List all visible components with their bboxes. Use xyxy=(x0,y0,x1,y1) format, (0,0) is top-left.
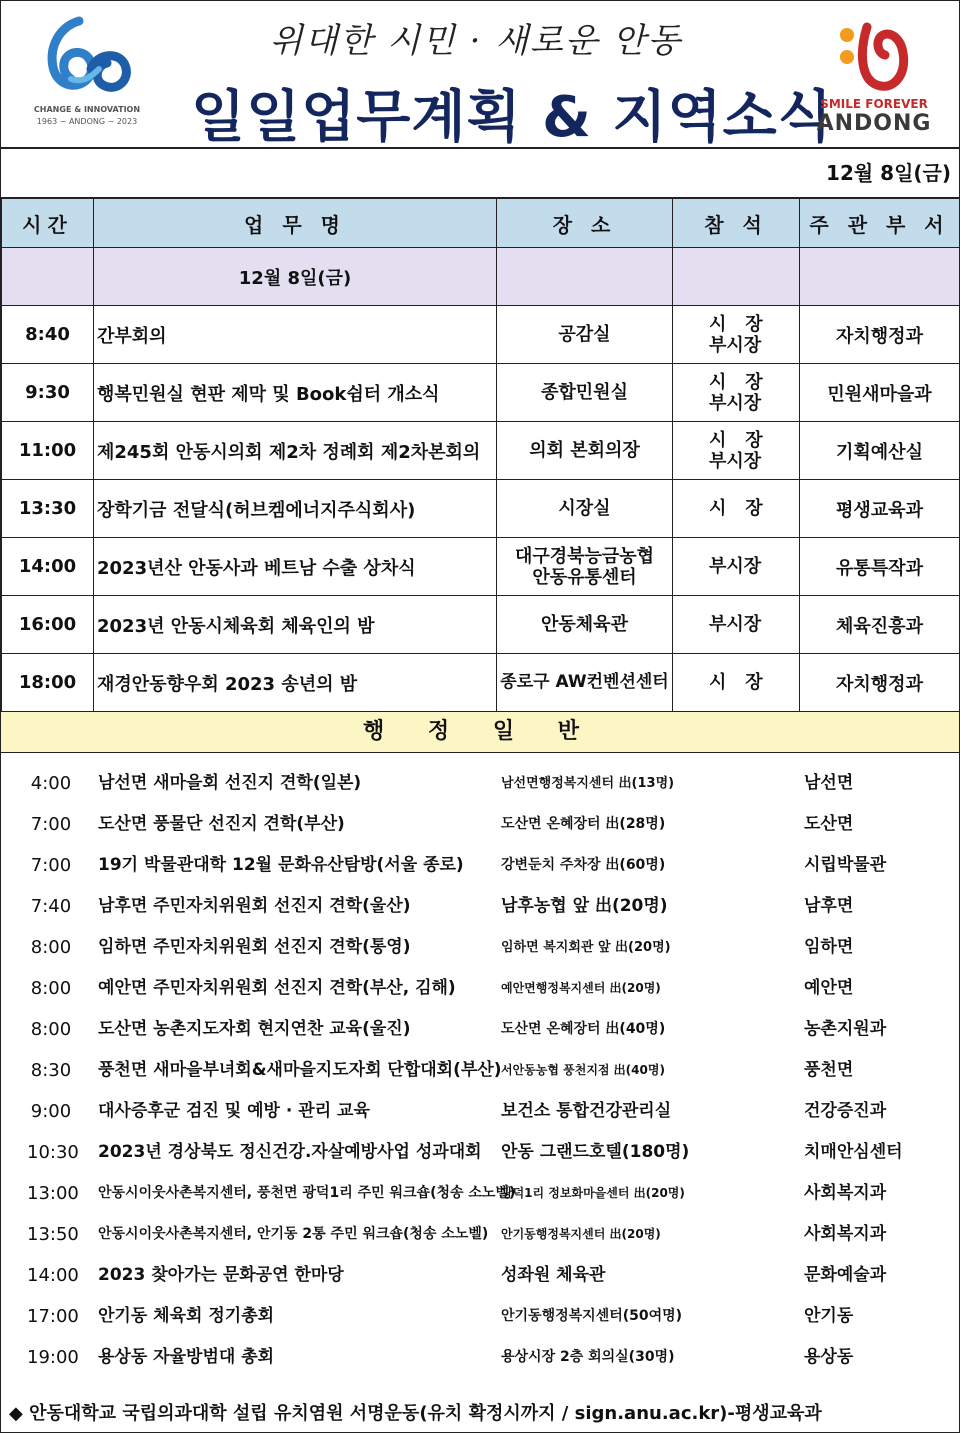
item-place: 도산면 온혜장터 出(28명) xyxy=(501,816,666,832)
row-dept: 유통특작과 xyxy=(800,538,960,596)
attend-line: 시 장 xyxy=(709,429,763,451)
row-dept: 자치행정과 xyxy=(800,306,960,364)
item-time: 19:00 xyxy=(27,1347,79,1368)
item-dept: 풍천면 xyxy=(804,1060,854,1080)
row-place xyxy=(497,422,673,480)
attend-line: 시 장 xyxy=(709,672,763,693)
col-header-attend: 참 석 xyxy=(673,199,800,248)
attend-line: 시 장 xyxy=(709,313,763,335)
list-item xyxy=(1,927,959,968)
item-dept: 사회복지과 xyxy=(804,1183,887,1203)
attend-line: 부시장 xyxy=(709,334,762,356)
item-place: 도산면 온혜장터 出(40명) xyxy=(501,1021,666,1037)
item-work: 2023 찾아가는 문화공연 한마당 xyxy=(98,1265,344,1285)
item-work: 안동시이웃사촌복지센터, 풍천면 광덕1리 주민 워크숍(청송 소노벨) xyxy=(98,1185,516,1201)
row-time: 11:00 xyxy=(2,422,94,480)
attend-line: 시 장 xyxy=(709,371,763,393)
list-item xyxy=(1,845,959,886)
item-dept: 안기동 xyxy=(804,1306,854,1326)
andong-60th-logo xyxy=(31,13,143,133)
item-work: 19기 박물관대학 12월 문화유산탐방(서울 종로) xyxy=(98,855,464,875)
page-title: 일일업무계획 & 지역소식 xyxy=(191,85,833,150)
item-place: 광덕1리 정보화마을센터 出(20명) xyxy=(501,1186,685,1200)
row-task: 간부회의 xyxy=(94,306,497,364)
place-line: 안동유통센터 xyxy=(532,566,637,588)
place-line: 종로구 AW컨벤션센터 xyxy=(500,672,669,692)
admin-section-title: 행 정 일 반 xyxy=(1,712,959,753)
row-attend xyxy=(673,422,800,480)
item-work: 2023년 경상북도 정신건강.자살예방사업 성과대회 xyxy=(98,1142,482,1162)
col-header-time: 시간 xyxy=(2,199,94,248)
item-work: 도산면 농촌지도자회 현지연찬 교육(울진) xyxy=(98,1019,411,1039)
item-time: 8:30 xyxy=(30,1060,72,1081)
item-time: 9:00 xyxy=(30,1101,72,1122)
row-task: 재경안동향우회 2023 송년의 밤 xyxy=(94,654,497,712)
row-task: 제245회 안동시의회 제2차 정례회 제2차본회의 xyxy=(94,422,497,480)
sixty-emblem-icon xyxy=(31,13,143,103)
attend-line: 부시장 xyxy=(709,392,762,414)
table-row xyxy=(2,654,960,712)
list-item xyxy=(1,1255,959,1296)
item-place: 안동 그랜드호텔(180명) xyxy=(501,1142,690,1162)
attend-line: 부시장 xyxy=(709,556,762,577)
item-dept: 사회복지과 xyxy=(804,1224,887,1244)
item-work: 남선면 새마을회 선진지 견학(일본) xyxy=(98,773,362,793)
item-time: 4:00 xyxy=(30,773,72,794)
row-attend xyxy=(673,538,800,596)
item-dept: 도산면 xyxy=(804,814,854,834)
item-place: 남선면행정복지센터 出(13명) xyxy=(501,776,675,791)
day-cell-empty xyxy=(497,248,673,306)
table-row xyxy=(2,364,960,422)
day-cell-empty xyxy=(800,248,960,306)
table-row xyxy=(2,538,960,596)
day-cell-empty xyxy=(2,248,94,306)
row-time: 18:00 xyxy=(2,654,94,712)
admin-list xyxy=(1,753,959,1378)
item-time: 17:00 xyxy=(27,1306,79,1327)
logo-slogan-small: SMILE FOREVER xyxy=(820,97,928,111)
list-item xyxy=(1,1296,959,1337)
item-dept: 남후면 xyxy=(804,896,854,916)
slogan: 위대한 시민 · 새로운 안동 xyxy=(269,21,683,61)
row-dept: 체육진흥과 xyxy=(800,596,960,654)
list-item xyxy=(1,968,959,1009)
row-task: 행복민원실 현판 제막 및 Book쉼터 개소식 xyxy=(94,364,497,422)
footer-notice: ◆ 안동대학교 국립의과대학 설립 유치염원 서명운동(유치 확정시까지 / sign.anu.ac.kr)-평생교육과 xyxy=(9,1403,822,1424)
item-time: 8:00 xyxy=(30,1019,72,1040)
table-row xyxy=(2,422,960,480)
row-attend xyxy=(673,306,800,364)
list-item xyxy=(1,1050,959,1091)
attend-line: 부시장 xyxy=(709,614,762,635)
smile-andong-logo xyxy=(809,13,939,137)
item-work: 안기동 체육회 정기총회 xyxy=(98,1306,275,1326)
row-place xyxy=(497,480,673,538)
row-place xyxy=(497,364,673,422)
row-place xyxy=(497,596,673,654)
attend-line: 시 장 xyxy=(709,498,763,519)
item-dept: 예안면 xyxy=(804,978,854,998)
row-dept: 기획예산실 xyxy=(800,422,960,480)
logo-caption-2: 1963 ~ ANDONG ~ 2023 xyxy=(36,117,138,126)
list-item xyxy=(1,1337,959,1378)
place-line: 시장실 xyxy=(558,498,611,519)
item-dept: 문화예술과 xyxy=(804,1265,887,1285)
row-attend xyxy=(673,654,800,712)
header xyxy=(1,1,959,149)
day-cell-empty xyxy=(673,248,800,306)
place-line: 의회 본회의장 xyxy=(529,440,640,461)
row-place xyxy=(497,654,673,712)
item-time: 14:00 xyxy=(27,1265,79,1286)
item-place: 임하면 복지회관 앞 出(20명) xyxy=(501,940,671,955)
place-line: 종합민원실 xyxy=(541,382,628,403)
item-place: 강변둔치 주차장 出(60명) xyxy=(501,857,666,873)
item-place: 용상시장 2층 회의실(30명) xyxy=(501,1349,675,1365)
row-place xyxy=(497,538,673,596)
row-task: 장학기금 전달식(허브켐에너지주식회사) xyxy=(94,480,497,538)
smile-emblem-icon xyxy=(809,13,939,97)
schedule-table xyxy=(1,198,960,712)
list-item xyxy=(1,1214,959,1255)
row-task: 2023년 안동시체육회 체육인의 밤 xyxy=(94,596,497,654)
row-task: 2023년산 안동사과 베트남 수출 상차식 xyxy=(94,538,497,596)
table-row xyxy=(2,306,960,364)
row-time: 9:30 xyxy=(2,364,94,422)
item-work: 안동시이웃사촌복지센터, 안기동 2통 주민 워크숍(청송 소노벨) xyxy=(98,1226,489,1242)
place-line: 공감실 xyxy=(558,324,611,345)
table-row xyxy=(2,480,960,538)
item-time: 7:40 xyxy=(30,896,72,917)
item-place: 남후농협 앞 出(20명) xyxy=(501,896,668,916)
item-place: 예안면행정복지센터 出(20명) xyxy=(501,981,661,995)
item-place: 서안동농협 풍천지점 出(40명) xyxy=(501,1063,665,1077)
item-time: 7:00 xyxy=(30,855,72,876)
item-place: 성좌원 체육관 xyxy=(501,1265,606,1285)
item-time: 7:00 xyxy=(30,814,72,835)
item-dept: 용상동 xyxy=(804,1347,854,1367)
report-date: 12월 8일(금) xyxy=(1,149,959,198)
item-dept: 시립박물관 xyxy=(804,855,887,875)
item-time: 8:00 xyxy=(30,937,72,958)
row-dept: 민원새마을과 xyxy=(800,364,960,422)
list-item xyxy=(1,886,959,927)
row-time: 8:40 xyxy=(2,306,94,364)
item-work: 대사증후군 검진 및 예방 · 관리 교육 xyxy=(98,1101,370,1121)
item-dept: 건강증진과 xyxy=(804,1101,887,1121)
list-item xyxy=(1,804,959,845)
item-time: 10:30 xyxy=(27,1142,79,1163)
day-label: 12월 8일(금) xyxy=(94,248,497,306)
item-time: 13:00 xyxy=(27,1183,79,1204)
item-work: 예안면 주민자치위원회 선진지 견학(부산, 김해) xyxy=(98,978,456,998)
row-place xyxy=(497,306,673,364)
row-attend xyxy=(673,596,800,654)
table-row xyxy=(2,596,960,654)
row-attend xyxy=(673,364,800,422)
list-item xyxy=(1,1173,959,1214)
logo-slogan-large: ANDONG xyxy=(816,111,932,136)
item-dept: 남선면 xyxy=(804,773,854,793)
row-time: 16:00 xyxy=(2,596,94,654)
col-header-task: 업 무 명 xyxy=(94,199,497,248)
list-item xyxy=(1,1132,959,1173)
item-work: 도산면 풍물단 선진지 견학(부산) xyxy=(98,814,345,834)
list-item xyxy=(1,763,959,804)
item-work: 용상동 자율방범대 총회 xyxy=(98,1347,275,1367)
item-work: 남후면 주민자치위원회 선진지 견학(울산) xyxy=(98,896,411,916)
item-dept: 농촌지원과 xyxy=(804,1019,887,1039)
row-dept: 평생교육과 xyxy=(800,480,960,538)
col-header-dept: 주 관 부 서 xyxy=(800,199,960,248)
place-line: 대구경북능금농협 xyxy=(514,545,655,567)
item-time: 8:00 xyxy=(30,978,72,999)
item-place: 보건소 통합건강관리실 xyxy=(501,1101,672,1121)
row-time: 14:00 xyxy=(2,538,94,596)
logo-caption-1: CHANGE & INNOVATION xyxy=(33,105,141,114)
attend-line: 부시장 xyxy=(709,450,762,472)
day-row xyxy=(2,248,960,306)
list-item xyxy=(1,1009,959,1050)
item-work: 풍천면 새마을부녀회&새마을지도자회 단합대회(부산) xyxy=(98,1060,502,1080)
place-line: 안동체육관 xyxy=(541,614,628,635)
item-work: 임하면 주민자치위원회 선진지 견학(통영) xyxy=(98,937,411,957)
item-time: 13:50 xyxy=(27,1224,79,1245)
col-header-place: 장 소 xyxy=(497,199,673,248)
row-time: 13:30 xyxy=(2,480,94,538)
list-item xyxy=(1,1091,959,1132)
row-dept: 자치행정과 xyxy=(800,654,960,712)
item-dept: 임하면 xyxy=(804,937,854,957)
item-dept: 치매안심센터 xyxy=(804,1142,903,1162)
table-header-row xyxy=(2,199,960,248)
item-place: 안기동행정복지센터 出(20명) xyxy=(501,1227,661,1241)
row-attend xyxy=(673,480,800,538)
item-place: 안기동행정복지센터(50여명) xyxy=(501,1308,683,1324)
